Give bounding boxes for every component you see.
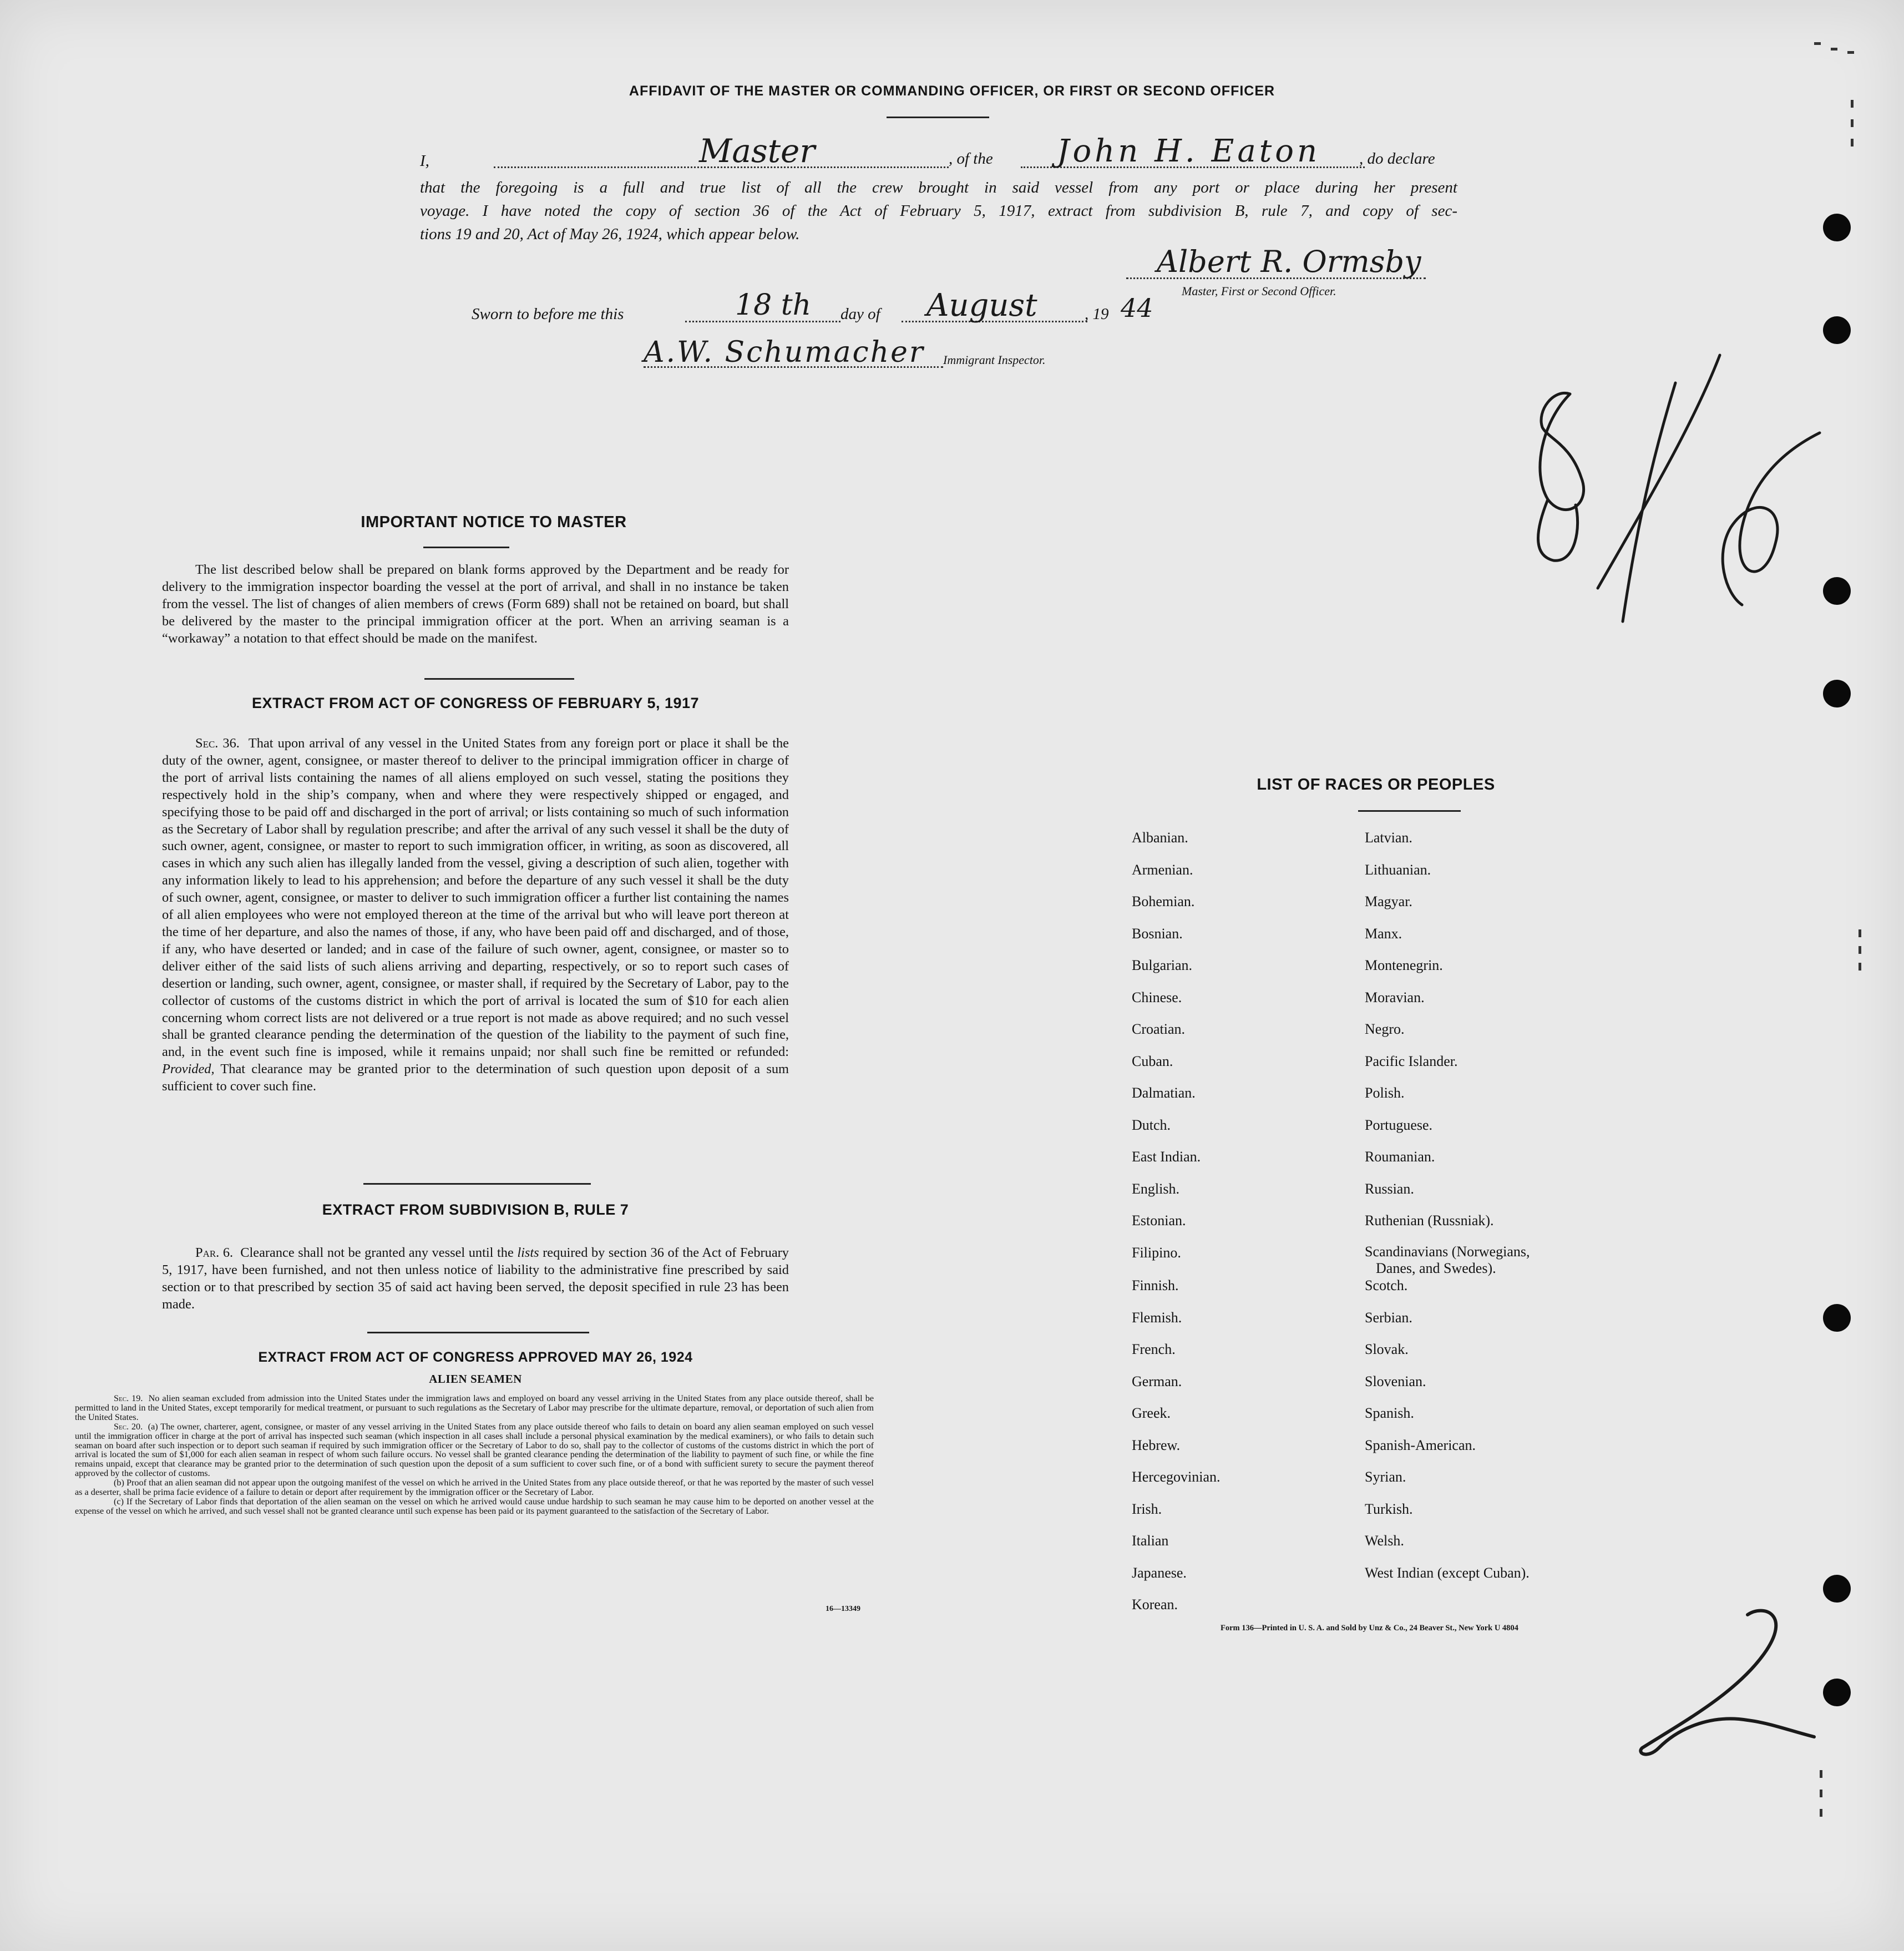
race-list-item: Serbian. <box>1365 1309 1412 1326</box>
race-list-item: East Indian. <box>1132 1149 1201 1165</box>
race-list-item: Filipino. <box>1132 1244 1181 1261</box>
form-code: 16—13349 <box>826 1605 860 1613</box>
sec-19-paragraph <box>75 1394 874 1422</box>
edge-mark <box>1851 119 1854 127</box>
edge-mark <box>1859 929 1861 937</box>
race-list-item: Dalmatian. <box>1132 1085 1196 1101</box>
race-list-item: Croatian. <box>1132 1021 1186 1037</box>
sec-19-label: Sec. 19. <box>114 1393 143 1403</box>
race-list-item: West Indian (except Cuban). <box>1365 1564 1530 1581</box>
race-list-item: Bulgarian. <box>1132 957 1193 973</box>
day-of-text: day of <box>840 305 880 323</box>
binder-hole <box>1823 1679 1851 1706</box>
sec-20a-paragraph <box>75 1422 874 1478</box>
edge-mark <box>1859 963 1861 971</box>
binder-hole <box>1823 577 1851 605</box>
affidavit-i: I, <box>420 152 429 170</box>
race-list-item: Montenegrin. <box>1365 957 1443 973</box>
edge-mark <box>1820 1790 1822 1797</box>
race-list-item: Lithuanian. <box>1365 861 1431 878</box>
sec-20c-paragraph: (c) If the Secretary of Labor finds that deportation of the alien seaman on the vessel on which he arrived would cause undue hardship to such seaman he may cause him to be deported on another vessel at the expense of the vessel on which he arrived, and such vessel shall not be granted clearance until such expense has been paid or its payment guaranteed to the satisfaction of the Secretary of Labor. <box>75 1496 874 1516</box>
divider <box>423 547 509 548</box>
declare-text: , do declare <box>1359 150 1435 168</box>
race-list-item: Roumanian. <box>1365 1149 1435 1165</box>
race-list-item: Chinese. <box>1132 989 1182 1005</box>
races-heading: LIST OF RACES OR PEOPLES <box>1257 776 1495 793</box>
race-list-item: Slovenian. <box>1365 1373 1426 1389</box>
race-list-item: Cuban. <box>1132 1053 1173 1069</box>
sworn-day-handwritten: 18 th <box>735 289 812 322</box>
race-list-item: Hebrew. <box>1132 1437 1181 1453</box>
race-list-item: Portuguese. <box>1365 1116 1433 1133</box>
race-list-item: Korean. <box>1132 1596 1178 1613</box>
rule7-text-a: Clearance shall not be granted any vessel until the <box>240 1245 514 1260</box>
year-prefix: , 19 <box>1085 305 1109 323</box>
edge-mark <box>1859 946 1861 954</box>
binder-hole <box>1823 680 1851 707</box>
binder-hole <box>1823 1304 1851 1332</box>
race-list-item: Negro. <box>1365 1021 1405 1037</box>
race-list-item: Flemish. <box>1132 1309 1182 1326</box>
edge-mark <box>1851 100 1854 108</box>
divider <box>887 117 989 118</box>
paragraph-label: Par. 6. <box>195 1245 234 1260</box>
edge-mark <box>1820 1770 1822 1778</box>
race-list-item: Danes, and Swedes). <box>1376 1260 1496 1276</box>
race-list-item: English. <box>1132 1180 1179 1197</box>
signature-line <box>1126 277 1426 279</box>
provided-word: Provided, <box>162 1062 215 1077</box>
race-list-item: Spanish-American. <box>1365 1437 1476 1453</box>
race-list-item: French. <box>1132 1341 1176 1357</box>
section-36-text-end: That clearance may be granted prior to the determination of such question upon deposit of a sum sufficient to cover such fine. <box>162 1062 789 1094</box>
divider <box>424 678 574 680</box>
extract-1917-text <box>162 735 789 1095</box>
sec-20b-paragraph: (b) Proof that an alien seaman did not appear upon the outgoing manifest of the vessel on which he arrived in the United States from any place outside thereof, or that he was reported by the master of such vessel as a deserter, shall be prima facie evidence of a failure to detain or deport after requirement by the immigration officer or the Secretary of Labor. <box>75 1478 874 1498</box>
extract-rule7-text <box>162 1245 789 1313</box>
sec-19-text: No alien seaman excluded from admission into the United States under the immigration laws and employed on board any vessel arriving in the United States from any place outside thereof, shall be permitted to land in the United States, except temporarily for medical treatment, or pursuant to such regulations as the Secretary of Labor may prescribe for the ultimate departure, removal, or deportation of such alien from the United States. <box>75 1393 874 1422</box>
race-list-item: Scotch. <box>1365 1277 1408 1293</box>
race-list-item: Finnish. <box>1132 1277 1179 1293</box>
page-number-handwritten <box>1626 1593 1836 1770</box>
race-list-item: Armenian. <box>1132 861 1193 878</box>
of-the-text: , of the <box>949 150 993 168</box>
rule7-text-b: required by section 36 of the Act of February 5, 1917, have been furnished, and not then unless notice of liability to the administrative fine prescribed by said section or to that prescribed by section 35 of said act having been served, the deposit specified in rule 23 has been made. <box>162 1245 789 1312</box>
sworn-year-handwritten: 44 <box>1121 293 1153 323</box>
extract-1924-heading: EXTRACT FROM ACT OF CONGRESS APPROVED MAY 26, 1924 <box>258 1349 693 1365</box>
vessel-name-handwritten: John H. Eaton <box>1057 133 1321 169</box>
race-list-item: Irish. <box>1132 1500 1162 1517</box>
race-list-item: Moravian. <box>1365 989 1425 1005</box>
race-list-item: Bosnian. <box>1132 925 1183 942</box>
race-list-item: Japanese. <box>1132 1564 1187 1581</box>
race-list-item: Pacific Islander. <box>1365 1053 1458 1069</box>
race-list-item: German. <box>1132 1373 1182 1389</box>
race-list-item: Polish. <box>1365 1085 1405 1101</box>
extract-1917-heading: EXTRACT FROM ACT OF CONGRESS OF FEBRUARY 5, 1917 <box>251 695 700 711</box>
edge-mark <box>1814 42 1821 45</box>
inspector-signature: A.W. Schumacher <box>644 336 925 369</box>
affidavit-line-4: tions 19 and 20, Act of May 26, 1924, which appear below. <box>420 225 800 243</box>
signature-caption: Master, First or Second Officer. <box>1182 284 1336 298</box>
race-list-item: Greek. <box>1132 1405 1171 1421</box>
race-list-item: Russian. <box>1365 1180 1414 1197</box>
form-print-note: Form 136—Printed in U. S. A. and Sold by Unz & Co., 24 Beaver St., New York U 4804 <box>1221 1624 1518 1632</box>
section-36-text: That upon arrival of any vessel in the United States from any foreign port or place it shall be the duty of the owner, agent, consignee, or master thereof to deliver to the principal immigration officer in charge of the port of arrival lists containing the names of all aliens employed on such vessel, stating the positions they respectively hold in the ship’s company, when and where they were respectively shipped or engaged, and specifying those to be paid off and discharged in the port of arrival; or lists containing so much of such information as the Secretary of Labor shall by regulation prescribe; and after the arrival of any such vessel it shall be the duty of such owner, agent, consignee, or master to report to such immigration officer, in writing, as soon as discovered, all cases in which any such alien has illegally landed from the vessel, giving a description of such alien, together with any information likely to lead to his apprehension; and before the departure of any such vessel it shall be the duty of such owner, agent, consignee, or master to deliver to such immigration officer a further list containing the names of all alien employees who were not employed thereon at the time of the arrival but who will leave port thereon at the time of her departure, and also the names of those, if any, who have been paid off and discharged, and of those, if any, who have deserted or landed; and in case of the failure of such owner, agent, consignee, or master so to deliver either of the said lists of such aliens arriving and departing, respectively, or so to report such cases of desertion or landing, such owner, agent, consignee, or master shall, if required by the Secretary of Labor, pay to the collector of customs of the customs district in which the port of arrival is located the sum of $10 for each alien concerning whom correct lists are not delivered or a true report is not made as above required; and no such vessel shall be granted clearance pending the determination of the question of the liability to the payment of such fine, and, in the event such fine is imposed, while it remains unpaid; nor shall such fine be remitted or refunded: <box>162 736 789 1060</box>
race-list-item: Albanian. <box>1132 830 1188 846</box>
race-list-item: Magyar. <box>1365 893 1412 909</box>
section-label: Sec. 36. <box>195 736 240 751</box>
date-mark-handwritten <box>1509 344 1853 699</box>
race-list-item: Italian <box>1132 1533 1169 1549</box>
race-list-item: Estonian. <box>1132 1212 1186 1229</box>
binder-hole <box>1823 214 1851 241</box>
edge-mark <box>1851 139 1854 146</box>
affidavit-line-2: that the foregoing is a full and true list of all the crew brought in said vessel from any port or place during her present <box>420 179 1457 196</box>
race-list-item: Ruthenian (Russniak). <box>1365 1212 1494 1229</box>
divider <box>363 1183 591 1185</box>
affidavit-heading: AFFIDAVIT OF THE MASTER OR COMMANDING OFFICER, OR FIRST OR SECOND OFFICER <box>629 83 1275 99</box>
race-list-item: Slovak. <box>1365 1341 1409 1357</box>
race-list-item: Syrian. <box>1365 1469 1406 1485</box>
edge-mark <box>1847 51 1854 54</box>
inspector-caption: Immigrant Inspector. <box>943 353 1046 367</box>
master-signature: Albert R. Ormsby <box>1157 244 1421 279</box>
binder-hole <box>1823 1575 1851 1603</box>
notice-text: The list described below shall be prepared on blank forms approved by the Department and be ready for delivery to the immigration inspector boarding the vessel at the port of arrival, and shall in no instance be taken from the vessel. The list of changes of alien members of crews (Form 689) shall not be retained on board, but shall be delivered by the master to the principal immigration officer at the port. When an arriving seaman is a “workaway” a notation to that effect should be made on the manifest. <box>162 562 789 646</box>
race-list-item: Hercegovinian. <box>1132 1469 1221 1485</box>
sec-20-label: Sec. 20. <box>114 1421 143 1432</box>
sworn-prefix: Sworn to before me this <box>472 305 624 323</box>
alien-seamen-subheading: ALIEN SEAMEN <box>429 1372 522 1386</box>
rank-handwritten: Master <box>699 132 816 170</box>
edge-mark <box>1831 48 1837 50</box>
notice-heading: IMPORTANT NOTICE TO MASTER <box>361 513 627 531</box>
race-list-item: Turkish. <box>1365 1500 1413 1517</box>
binder-hole <box>1823 316 1851 344</box>
race-list-item: Welsh. <box>1365 1533 1404 1549</box>
affidavit-line-3: voyage. I have noted the copy of section 36 of the Act of February 5, 1917, extract from subdivision B, rule 7, and copy of sec- <box>420 202 1457 220</box>
inspector-line <box>644 366 943 368</box>
race-list-item: Bohemian. <box>1132 893 1195 909</box>
lists-word: lists <box>517 1245 539 1260</box>
extract-1924-text <box>75 1394 874 1516</box>
race-list-item: Spanish. <box>1365 1405 1414 1421</box>
edge-mark <box>1820 1809 1822 1817</box>
race-list-item: Scandinavians (Norwegians, <box>1365 1243 1530 1260</box>
race-list-item: Latvian. <box>1365 830 1412 846</box>
sworn-month-handwritten: August <box>926 287 1037 324</box>
race-list-item: Dutch. <box>1132 1116 1171 1133</box>
sec-20a-text: (a) The owner, charterer, agent, consignee, or master of any vessel arriving in the United States from any place outside thereof who fails to detain on board any alien seaman employed on such vessel until the immigration officer in charge at the port of arrival has inspected such seaman (which inspection in all cases shall include a personal physical examination by the medical examiners), or who fails to detain such seaman on board after such inspection or to deport such seaman if required by such immigration officer or the Secretary of Labor to do so, shall pay to the collector of customs of the customs district in which the port of arrival is located the sum of $1,000 for each alien seaman in respect of whom such failure occurs. No vessel shall be granted clearance pending the determination of the liability to payment of such fine, or while the fine remains unpaid, except that clearance may be granted prior to the determination of such question upon the deposit of a sum sufficient to cover such fine, or of a bond with sufficient surety to secure the payment thereof approved by the collector of customs. <box>75 1421 874 1479</box>
divider <box>367 1332 589 1333</box>
extract-rule7-heading: EXTRACT FROM SUBDIVISION B, RULE 7 <box>322 1201 629 1218</box>
divider <box>1358 810 1461 812</box>
race-list-item: Manx. <box>1365 925 1402 942</box>
